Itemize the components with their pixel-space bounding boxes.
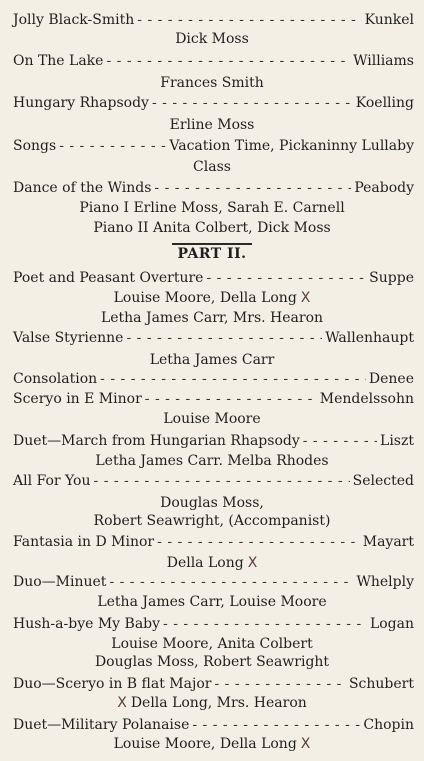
performer-line	[0, 634, 424, 654]
performer-names: Class	[193, 159, 231, 175]
performer-line	[0, 308, 424, 328]
performer-names: Louise Moore, Della Long	[113, 290, 297, 306]
composer-name: Mayart	[362, 534, 414, 550]
performer-names: Frances Smith	[160, 75, 264, 91]
handwritten-x-mark: X	[300, 736, 311, 752]
piece-title: Duet—Military Polanaise	[13, 717, 190, 733]
dotted-leader	[154, 178, 351, 198]
piece-title: Duo—Minuet	[13, 574, 107, 590]
performer-names: Robert Seawright, (Accompanist)	[93, 513, 331, 529]
piece-title: Jolly Black-Smith	[13, 12, 135, 28]
performer-line	[0, 288, 424, 308]
performer-line	[0, 493, 424, 513]
piece-title: Dance of the Winds	[13, 180, 152, 196]
piece-title: Sceryo in E Minor	[13, 391, 142, 407]
performer-names: Letha James Carr, Mrs. Hearon	[100, 310, 324, 326]
dotted-leader	[303, 431, 377, 451]
performer-line	[0, 350, 424, 370]
dotted-leader	[100, 369, 366, 389]
performer-line	[0, 29, 424, 49]
composer-name: Koelling	[355, 95, 414, 111]
composer-name: Whelply	[356, 574, 414, 590]
program-entry	[0, 10, 424, 30]
composer-name: Vacation Time, Pickaninny Lullaby	[169, 138, 414, 154]
composer-name: Suppe	[369, 270, 414, 286]
performer-names: Louise Moore	[163, 411, 261, 427]
performer-line	[0, 511, 424, 531]
piece-title: Consolation	[13, 371, 98, 387]
composer-name: Logan	[369, 616, 414, 632]
section-heading	[0, 244, 424, 264]
dotted-leader	[152, 93, 353, 113]
piece-title: Valse Styrienne	[13, 330, 124, 346]
program-entry	[0, 178, 424, 198]
performer-names: Letha James Carr, Louise Moore	[97, 594, 327, 610]
performer-names: Dick Moss	[175, 31, 249, 47]
program-entry	[0, 389, 424, 409]
composer-name: Kunkel	[364, 12, 414, 28]
composer-name: Mendelssohn	[319, 391, 414, 407]
performer-line	[0, 592, 424, 612]
dotted-leader	[145, 389, 317, 409]
piece-title: Duet—March from Hungarian Rhapsody	[13, 433, 300, 449]
performer-names: Letha James Carr	[149, 352, 275, 368]
dotted-leader	[192, 715, 360, 735]
section-divider	[172, 243, 252, 245]
dotted-leader	[59, 136, 166, 156]
performer-names: Della Long, Mrs. Hearon	[130, 695, 307, 711]
program-entry	[0, 715, 424, 735]
composer-name: Selected	[352, 473, 414, 489]
handwritten-x-mark: X	[247, 555, 258, 571]
piece-title: All For You	[13, 473, 91, 489]
handwritten-x-mark: X	[300, 290, 311, 306]
program-entry	[0, 93, 424, 113]
performer-line	[0, 198, 424, 218]
composer-name: Wallenhaupt	[325, 330, 414, 346]
performer-line	[0, 553, 424, 573]
program-entry	[0, 328, 424, 348]
program-entry	[0, 369, 424, 389]
program-entry	[0, 136, 424, 156]
performer-line	[0, 409, 424, 429]
piece-title: Hush-a-bye My Baby	[13, 616, 161, 632]
dotted-leader	[126, 328, 322, 348]
program-entry	[0, 431, 424, 451]
piece-title: Fantasia in D Minor	[13, 534, 155, 550]
part-title: PART II.	[177, 246, 247, 262]
performer-names: Erline Moss	[169, 117, 255, 133]
program-entry	[0, 51, 424, 71]
piece-title: Songs	[13, 138, 57, 154]
program-entry	[0, 471, 424, 491]
dotted-leader	[94, 471, 350, 491]
performer-names: Letha James Carr. Melba Rhodes	[95, 453, 329, 469]
performer-line	[0, 73, 424, 93]
program-entry	[0, 572, 424, 592]
dotted-leader	[106, 51, 350, 71]
dotted-leader	[109, 572, 353, 592]
program-entry	[0, 532, 424, 552]
performer-line	[0, 734, 424, 754]
handwritten-x-mark: X	[117, 695, 127, 711]
performer-line	[0, 693, 424, 713]
performer-line	[0, 115, 424, 135]
performer-names: Louise Moore, Anita Colbert	[111, 636, 313, 652]
performer-names: Douglas Moss,	[160, 495, 264, 511]
composer-name: Chopin	[363, 717, 414, 733]
performer-line	[0, 451, 424, 471]
dotted-leader	[137, 10, 361, 30]
dotted-leader	[157, 532, 360, 552]
performer-names: Louise Moore, Della Long	[113, 736, 297, 752]
composer-name: Liszt	[380, 433, 414, 449]
piece-title: On The Lake	[13, 53, 104, 69]
performer-names: Douglas Moss, Robert Seawright	[94, 654, 330, 670]
composer-name: Schubert	[348, 676, 414, 692]
piece-title: Poet and Peasant Overture	[13, 270, 204, 286]
performer-names: Piano I Erline Moss, Sarah E. Carnell	[79, 200, 345, 216]
piece-title: Hungary Rhapsody	[13, 95, 149, 111]
program-entry	[0, 268, 424, 288]
dotted-leader	[206, 268, 366, 288]
performer-names: Della Long	[166, 555, 244, 571]
dotted-leader	[214, 674, 346, 694]
program-entry	[0, 614, 424, 634]
composer-name: Denee	[368, 371, 414, 387]
dotted-leader	[163, 614, 367, 634]
piece-title: Duo—Sceryo in B flat Major	[13, 676, 212, 692]
performer-names: Piano II Anita Colbert, Dick Moss	[93, 220, 331, 236]
performer-line	[0, 652, 424, 672]
composer-name: Peabody	[354, 180, 414, 196]
performer-line	[0, 157, 424, 177]
composer-name: Williams	[353, 53, 414, 69]
performer-line	[0, 218, 424, 238]
program-entry	[0, 674, 424, 694]
